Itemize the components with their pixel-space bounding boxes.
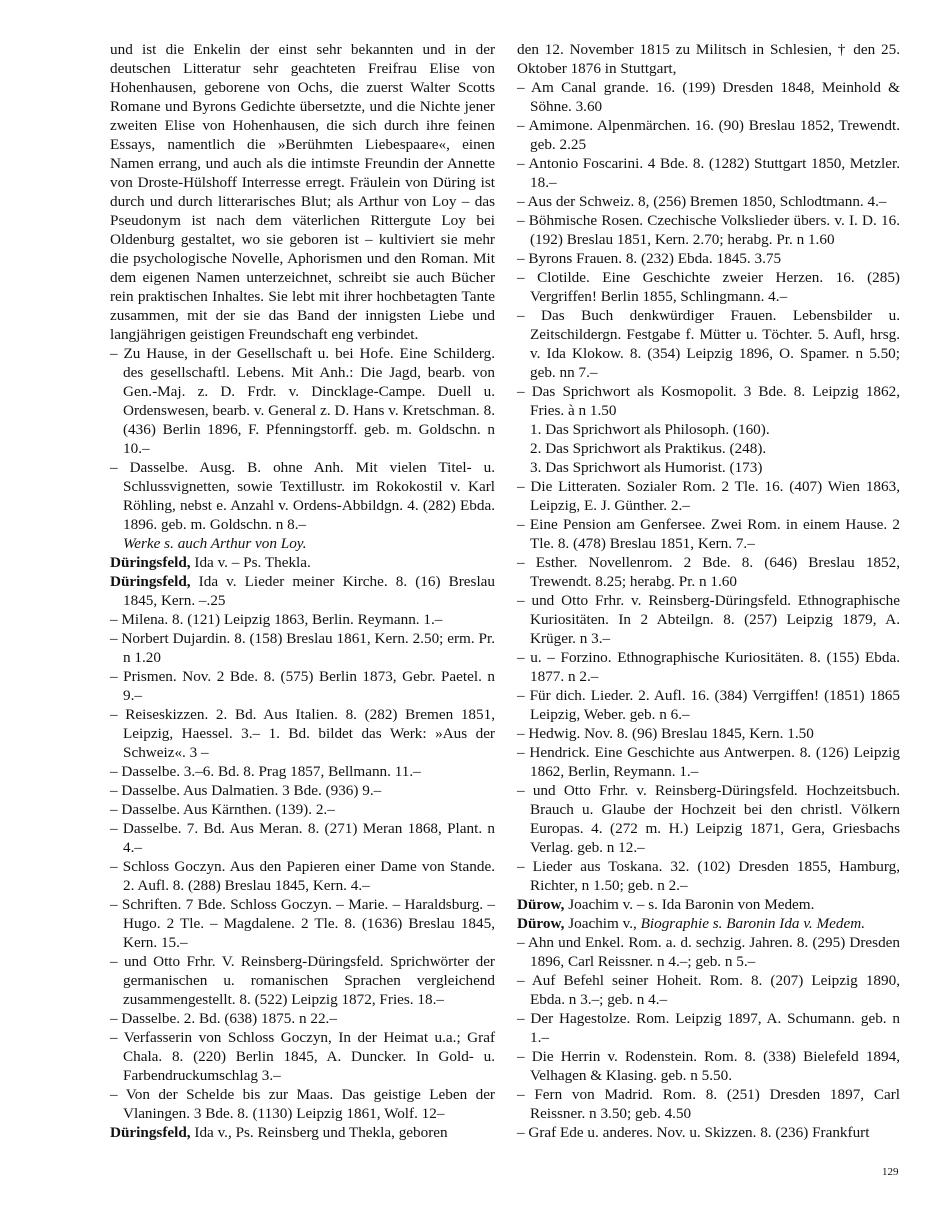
- author-heading: [517, 914, 900, 933]
- bibliography-entry: – Für dich. Lieder. 2. Aufl. 16. (384) Verrgiffen! (1851) 1865 Leipzig, Weber. geb. n 6.–: [517, 687, 900, 723]
- bibliography-entry: – Dasselbe. Aus Kärnthen. (139). 2.–: [110, 801, 335, 818]
- author-info: Ida v. Lieder meiner Kirche. 8. (16) Breslau 1845, Kern. –.25: [123, 573, 495, 609]
- author-info: Ida v., Ps. Reinsberg und Thekla, geboren: [190, 1124, 448, 1141]
- biography-paragraph: und ist die Enkelin der einst sehr bekannten und in der deutschen Litteratur sehr geachteten Freifrau Elise von Hohenhausen, geborene von Ochs, die zuerst Walter Scotts Romane und Byrons Gedichte übersetzte, und die Nichte jener zweiten Elise von Hohenhausen, die sich durch ihre feinen Essays, namentlich die »Berühmten Liebespaare«, einen Namen errang, und auch als die intimste Freundin der Annette von Droste-Hülshoff Interresse erregt. Fräulein von Düring ist durch und durch litterarisches Blut; als Arthur von Loy – das Pseudonym ist nach dem väterlichen Rittergute Loy bei Oldenburg gestaltet, wo sie geboren ist – kultiviert sie mehr die psychologische Novelle, Aphorismen und den Roman. Mit dem eigenen Namen unterzeichnet, schreibt sie auch Bücher rein praktischen Inhaltes. Sie lebt mit ihrer hochbetagten Tante zusammen, mit der sie das Band der innigsten Liebe und langjährigen geistigen Freundschaft eng verbindet.: [110, 41, 495, 343]
- cross-reference: Werke s. auch Arthur von Loy.: [123, 535, 307, 552]
- bibliography-entry: – Auf Befehl seiner Hoheit. Rom. 8. (207) Leipzig 1890, Ebda. n 3.–; geb. n 4.–: [517, 972, 900, 1008]
- bibliography-entry: – Verfasserin von Schloss Goczyn, In der Heimat u.a.; Graf Chala. 8. (220) Berlin 1845, A. Duncker. In Gold- u. Farbendruckumschlag 3.–: [110, 1029, 495, 1084]
- bibliography-entry: – und Otto Frhr. v. Reinsberg-Düringsfeld. Ethnographische Kuriositäten. In 2 Abteilgn. 8. (257) Leipzig 1879, A. Krüger. n 3.–: [517, 592, 900, 647]
- bibliography-entry: – Hedwig. Nov. 8. (96) Breslau 1845, Kern. 1.50: [517, 725, 814, 742]
- bibliography-entry: – Ahn und Enkel. Rom. a. d. sechzig. Jahren. 8. (295) Dresden 1896, Carl Reissner. n 4.–; geb. n 5.–: [517, 934, 900, 970]
- bibliography-entry: – Schloss Goczyn. Aus den Papieren einer Dame von Stande. 2. Aufl. 8. (288) Breslau 1845, Kern. 4.–: [110, 858, 495, 894]
- page-number: 129: [882, 1166, 899, 1178]
- bibliography-entry: – Schriften. 7 Bde. Schloss Goczyn. – Marie. – Haraldsburg. – Hugo. 2 Tle. – Magdalene. 2 Tle. 8. (1636) Breslau 1845, Kern. 15.–: [110, 896, 495, 951]
- bibliography-entry: – Fern von Madrid. Rom. 8. (251) Dresden 1897, Carl Reissner. n 3.50; geb. 4.50: [517, 1086, 900, 1122]
- author-name: Düringsfeld,: [110, 573, 191, 590]
- bibliography-entry: – Die Herrin v. Rodenstein. Rom. 8. (338) Bielefeld 1894, Velhagen & Klasing. geb. n 5.50.: [517, 1048, 900, 1084]
- author-heading: [110, 553, 495, 572]
- author-heading: [517, 895, 900, 914]
- bibliography-entry: – Eine Pension am Genfersee. Zwei Rom. in einem Hause. 2 Tle. 8. (478) Breslau 1851, Kern. 7.–: [517, 516, 900, 552]
- author-info: Joachim v. – s. Ida Baronin von Medem.: [564, 896, 815, 913]
- bibliography-entry: – Aus der Schweiz. 8, (256) Bremen 1850, Schlodtmann. 4.–: [517, 193, 887, 210]
- bibliography-entry: – Esther. Novellenrom. 2 Bde. 8. (646) Breslau 1852, Trewendt. 8.25; herabg. Pr. n 1.60: [517, 554, 900, 590]
- bibliography-entry: – Dasselbe. 3.–6. Bd. 8. Prag 1857, Bellmann. 11.–: [110, 763, 421, 780]
- bibliography-entry: – Amimone. Alpenmärchen. 16. (90) Breslau 1852, Trewendt. geb. 2.25: [517, 117, 900, 153]
- sub-entry: 3. Das Sprichwort als Humorist. (173): [530, 459, 763, 476]
- bibliography-entry: – Von der Schelde bis zur Maas. Das geistige Leben der Vlaningen. 3 Bde. 8. (1130) Leipzig 1861, Wolf. 12–: [110, 1086, 495, 1122]
- bibliography-entry: – Milena. 8. (121) Leipzig 1863, Berlin. Reymann. 1.–: [110, 611, 443, 628]
- bibliography-entry: – Byrons Frauen. 8. (232) Ebda. 1845. 3.75: [517, 250, 782, 267]
- author-reference: Biographie s. Baronin Ida v. Medem.: [640, 915, 866, 932]
- author-name: Düringsfeld,: [110, 554, 191, 571]
- bibliography-entry: – Zu Hause, in der Gesellschaft u. bei Hofe. Eine Schilderg. des gesellschaftl. Lebens. Mit Anh.: Die Jagd, bearb. von Gen.-Maj. z. D. Frdr. v. Dincklage-Campe. Duell u. Ordenswesen, bearb. v. General z. D. Hans v. Kretschman. 8. (436) Berlin 1896, F. Pfenningstorff. geb. m. Goldschn. n 10.–: [110, 345, 495, 457]
- author-heading: [110, 572, 495, 610]
- bibliography-entry: – Dasselbe. Ausg. B. ohne Anh. Mit vielen Titel- u. Schlussvignetten, sowie Textillustr. im Rokokostil v. Karl Röhling, nebst e. Anzahl v. Ordens-Abbildgn. 4. (282) Ebda. 1896. geb. m. Goldschn. n 8.–: [110, 459, 495, 533]
- right-column: [517, 40, 900, 1142]
- bibliography-entry: – Graf Ede u. anderes. Nov. u. Skizzen. 8. (236) Frankfurt: [517, 1124, 870, 1141]
- bibliography-entry: – Böhmische Rosen. Czechische Volkslieder übers. v. I. D. 16. (192) Breslau 1851, Kern. 2.70; herabg. Pr. n 1.60: [517, 212, 900, 248]
- bibliography-entry: – Prismen. Nov. 2 Bde. 8. (575) Berlin 1873, Gebr. Paetel. n 9.–: [110, 668, 495, 704]
- bibliography-entry: – Dasselbe. 2. Bd. (638) 1875. n 22.–: [110, 1010, 337, 1027]
- bibliography-entry: – Hendrick. Eine Geschichte aus Antwerpen. 8. (126) Leipzig 1862, Berlin, Reymann. 1.–: [517, 744, 900, 780]
- bibliography-entry: – Die Litteraten. Sozialer Rom. 2 Tle. 16. (407) Wien 1863, Leipzig, E. J. Günther. 2.–: [517, 478, 900, 514]
- bibliography-entry: – Lieder aus Toskana. 32. (102) Dresden 1855, Hamburg, Richter, n 1.50; geb. n 2.–: [517, 858, 900, 894]
- bibliography-entry: – Dasselbe. Aus Dalmatien. 3 Bde. (936) 9.–: [110, 782, 382, 799]
- bibliography-entry: – Das Sprichwort als Kosmopolit. 3 Bde. 8. Leipzig 1862, Fries. à n 1.50: [517, 383, 900, 419]
- bibliography-entry: – Antonio Foscarini. 4 Bde. 8. (1282) Stuttgart 1850, Metzler. 18.–: [517, 155, 900, 191]
- author-name: Dürow,: [517, 915, 565, 932]
- bibliography-entry: – Am Canal grande. 16. (199) Dresden 1848, Meinhold & Söhne. 3.60: [517, 79, 900, 115]
- author-name: Düringsfeld,: [110, 1124, 191, 1141]
- bibliography-entry: – Dasselbe. 7. Bd. Aus Meran. 8. (271) Meran 1868, Plant. n 4.–: [110, 820, 495, 856]
- bibliography-entry: – Reiseskizzen. 2. Bd. Aus Italien. 8. (282) Bremen 1851, Leipzig, Haessel. 3.– 1. Bd. bildet das Werk: »Aus der Schweiz«. 3 –: [110, 706, 495, 761]
- bibliography-entry: – Das Buch denkwürdiger Frauen. Lebensbilder u. Zeitschildergn. Festgabe f. Mütter u. Töchter. 5. Aufl, hrsg. v. Ida Klokow. 8. (354) Leipzig 1896, O. Spamer. n 5.50; geb. nn 7.–: [517, 307, 900, 381]
- bibliography-entry: – u. – Forzino. Ethnographische Kuriositäten. 8. (155) Ebda. 1877. n 2.–: [517, 649, 900, 685]
- author-heading: [110, 1123, 495, 1142]
- author-name: Dürow,: [517, 896, 565, 913]
- sub-entry: 2. Das Sprichwort als Praktikus. (248).: [530, 440, 767, 457]
- sub-entry: 1. Das Sprichwort als Philosoph. (160).: [530, 421, 770, 438]
- author-info: Joachim v.,: [564, 915, 641, 932]
- biography-continuation: den 12. November 1815 zu Militsch in Schlesien, † den 25. Oktober 1876 in Stuttgart,: [517, 41, 900, 77]
- bibliography-entry: – Clotilde. Eine Geschichte zweier Herzen. 16. (285) Vergriffen! Berlin 1855, Schlingmann. 4.–: [517, 269, 900, 305]
- author-info: Ida v. – Ps. Thekla.: [190, 554, 311, 571]
- bibliography-entry: – und Otto Frhr. V. Reinsberg-Düringsfeld. Sprichwörter der germanischen u. romanischen Sprachen vergleichend zusammengestellt. 8. (522) Leipzig 1872, Fries. 18.–: [110, 953, 495, 1008]
- left-column: [110, 40, 495, 1142]
- bibliography-entry: – Der Hagestolze. Rom. Leipzig 1897, A. Schumann. geb. n 1.–: [517, 1010, 900, 1046]
- bibliography-entry: – Norbert Dujardin. 8. (158) Breslau 1861, Kern. 2.50; erm. Pr. n 1.20: [110, 630, 495, 666]
- bibliography-entry: – und Otto Frhr. v. Reinsberg-Düringsfeld. Hochzeitsbuch. Brauch u. Glaube der Hochzeit bei den christl. Völkern Europas. 4. (272 m. H.) Leipzig 1871, Gera, Griesbachs Verlag. geb. n 12.–: [517, 782, 900, 856]
